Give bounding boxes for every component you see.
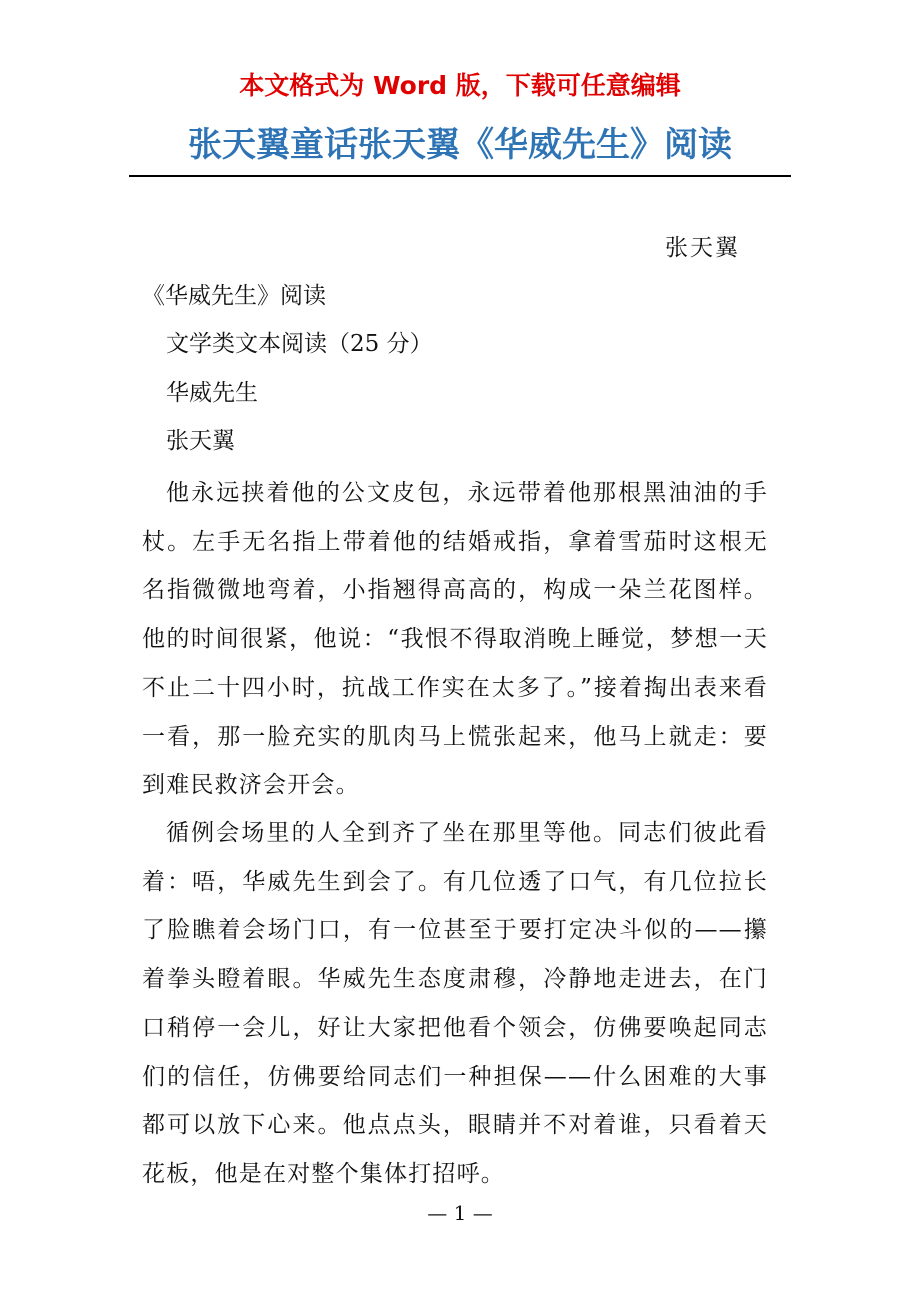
- title-divider: [129, 175, 791, 177]
- author-byline: 张天翼: [665, 235, 740, 261]
- question-section-label: 文学类文本阅读（25 分）: [166, 331, 433, 357]
- format-notice: 本文格式为 Word 版，下载可任意编辑: [239, 71, 681, 100]
- page-number: — 1 —: [427, 1201, 493, 1225]
- document-title: 张天翼童话张天翼《华威先生》阅读: [188, 125, 732, 165]
- section-heading: 《华威先生》阅读: [142, 283, 326, 309]
- body-paragraph-1: 他永远挟着他的公文皮包，永远带着他那根黑油油的手杖。左手无名指上带着他的结婚戒指，拿着雪茄时这根无名指微微地弯着，小指翘得高高的，构成一朵兰花图样。他的时间很紧，他说：“我恨不得取消晚上睡觉，梦想一天不止二十四小时，抗战工作实在太多了。”接着掏出表来看一看，那一脸充实的肌肉马上慌张起来，他马上就走：要到难民救济会开会。: [142, 480, 768, 799]
- body-paragraph-2: 循例会场里的人全到齐了坐在那里等他。同志们彼此看着：唔，华威先生到会了。有几位透了口气，有几位拉长了脸瞧着会场门口，有一位甚至于要打定决斗似的——攥着拳头瞪着眼。华威先生态度肃穆，冷静地走进去，在门口稍停一会儿，好让大家把他看个领会，仿佛要唤起同志们的信任，仿佛要给同志们一种担保——什么困难的大事都可以放下心来。他点点头，眼睛并不对着谁，只看着天花板，他是在对整个集体打招呼。: [142, 820, 768, 1187]
- story-author: 张天翼: [166, 428, 235, 454]
- story-title: 华威先生: [166, 380, 258, 406]
